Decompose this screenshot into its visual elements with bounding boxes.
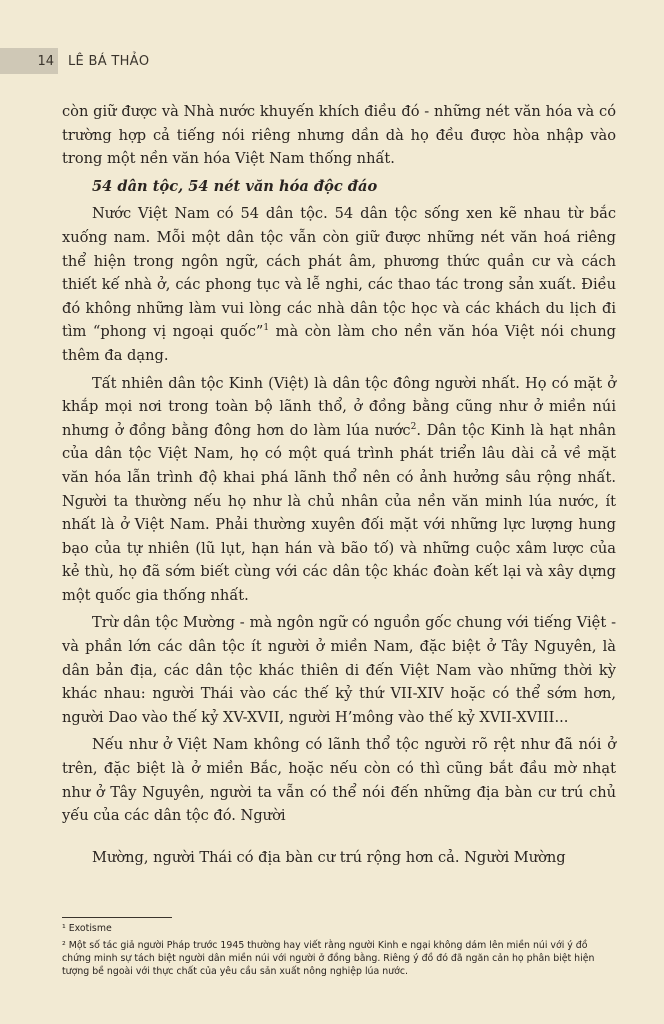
- page-number: 14: [0, 48, 58, 74]
- paragraph-3: [62, 372, 616, 608]
- author-name: LÊ BÁ THẢO: [68, 53, 150, 69]
- body-text: [62, 100, 616, 873]
- footnotes: [62, 922, 616, 982]
- paragraph-2: [62, 202, 616, 367]
- paragraph-gap: [62, 832, 616, 846]
- section-subtitle: 54 dân tộc, 54 nét văn hóa độc đáo: [92, 177, 378, 195]
- running-header: [0, 48, 664, 74]
- footnote-divider: [62, 917, 172, 918]
- footnote-ref-2: 2: [410, 421, 417, 432]
- footnote-2: ² Một số tác giả người Pháp trước 1945 thường hay viết rằng người Kinh e ngại không dám lên miền núi với ý đồ chứng minh sự tách biệt người dân miền núi với người ở đồng bằng. Riêng ý đồ đó đã ngăn cản họ phân biệt hiện tượng bề ngoài với thực chất của yêu cầu sản xuất nông nghiệp lúa nước.: [62, 940, 595, 977]
- paragraph-2-text: Nước Việt Nam có 54 dân tộc. 54 dân tộc sống xen kẽ nhau từ bắc xuống nam. Mỗi một dân tộc vẫn còn giữ được những nét văn hoá riêng thể hiện trong ngôn ngữ, cách phát âm, phương thức quần cư và cách thiết kế nhà ở, các phong tục và lễ nghi, các thao tác trong sản xuất. Điều đó không những làm vui lòng các nhà dân tộc học và các khách du lịch đi tìm “phong vị ngoại quốc”: [62, 205, 616, 341]
- paragraph-4: Trừ dân tộc Mường - mà ngôn ngữ có nguồn gốc chung với tiếng Việt - và phần lớn các dân tộc ít người ở miền Nam, đặc biệt ở Tây Nguyên, là dân bản địa, các dân tộc khác thiên di đến Việt Nam vào những thời kỳ khác nhau: người Thái vào các thế kỷ thứ VII-XIV hoặc có thể sớm hơn, người Dao vào thế kỷ XV-XVII, người H’mông vào thế kỷ XVII-XVIII...: [62, 614, 616, 726]
- paragraph-2-end: mà còn làm cho nền văn hóa Việt nói chung thêm đa dạng.: [62, 323, 616, 364]
- paragraph-1: còn giữ được và Nhà nước khuyến khích điều đó - những nét văn hóa và có trường hợp cả tiếng nói riêng nhưng dần dà họ đều được hòa nhập vào trong một nền văn hóa Việt Nam thống nhất.: [62, 103, 616, 168]
- paragraph-5: Nếu như ở Việt Nam không có lãnh thổ tộc người rõ rệt như đã nói ở trên, đặc biệt là ở miền Bắc, hoặc nếu còn có thì cũng bắt đầu mờ nhạt như ở Tây Nguyên, người ta vẫn có thể nói đến những địa bàn cư trú chủ yếu của các dân tộc đó. Người: [62, 736, 616, 825]
- paragraph-6: Mường, người Thái có địa bàn cư trú rộng hơn cả. Người Mường: [92, 848, 566, 866]
- paragraph-3-text: Tất nhiên dân tộc Kinh (Việt) là dân tộc đông người nhất. Họ có mặt ở khắp mọi nơi trong toàn bộ lãnh thổ, ở đồng bằng cũng như ở miền núi nhưng ở đồng bằng đông hơn do làm lúa nước: [62, 374, 616, 439]
- footnote-1: ¹ Exotisme: [62, 923, 112, 934]
- footnote-ref-1: 1: [263, 323, 270, 334]
- paragraph-3-end: . Dân tộc Kinh là hạt nhân của dân tộc Việt Nam, họ có một quá trình phát triển lâu dài cả về mặt văn hóa lẫn trình độ khai phá lãnh thổ nên có ảnh hưởng sâu rộng nhất. Người ta thường nếu họ như là chủ nhân của nền văn minh lúa nước, ít nhất là ở Việt Nam. Phải thường xuyên đối mặt với những lực lượng hung bạo của tự nhiên (lũ lụt, hạn hán và bão tố) và những cuộc xâm lược của kẻ thù, họ đã sớm biết cùng với các dân tộc khác đoàn kết lại và xây dựng một quốc gia thống nhất.: [62, 421, 616, 604]
